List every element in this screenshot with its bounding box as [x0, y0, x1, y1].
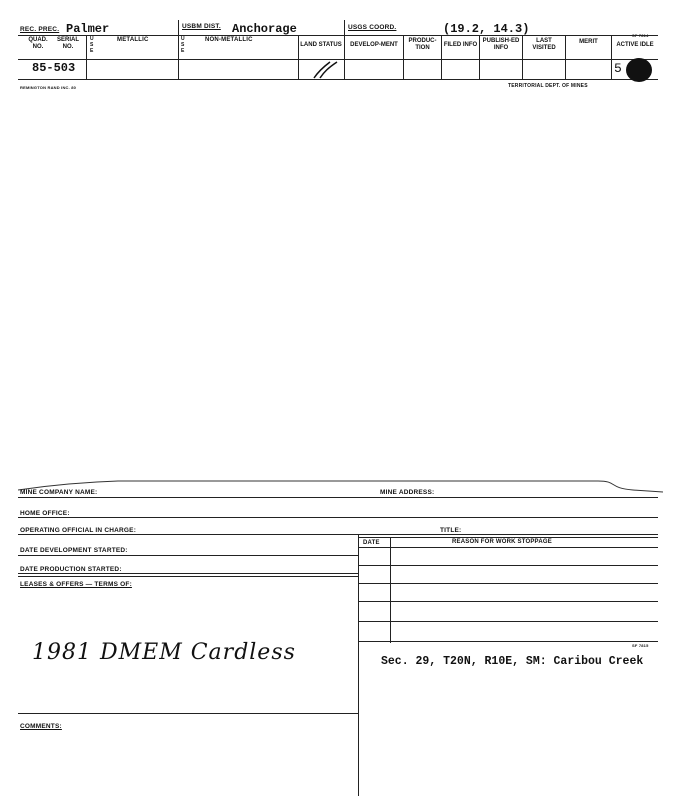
row-divider [358, 583, 658, 584]
serial-no-header: SERIAL NO. [56, 37, 79, 50]
row-divider [18, 35, 658, 36]
title-label: TITLE: [440, 527, 462, 534]
stoppage-reason-header: REASON FOR WORK STOPPAGE [452, 539, 552, 545]
stoppage-date-header: DATE [363, 540, 380, 546]
date-development-label: DATE DEVELOPMENT STARTED: [20, 547, 128, 554]
column-divider [86, 35, 87, 79]
usbm-dist-value: Anchorage [232, 22, 297, 36]
punch-hole-mark [626, 58, 652, 82]
rec-prec-value: Palmer [66, 22, 110, 36]
column-divider [441, 35, 442, 79]
quad-serial-header [20, 37, 86, 51]
column-divider [522, 35, 523, 79]
usgs-coord-label: USGS COORD. [348, 24, 397, 31]
development-header: DEVELOP-MENT [350, 41, 398, 48]
row-divider [18, 517, 658, 518]
row-divider [18, 573, 358, 574]
column-divider [479, 35, 480, 79]
last-visited-header: LAST VISITED [532, 38, 556, 51]
serial-value: 85-503 [32, 61, 76, 75]
land-status-header: LAND STATUS [300, 41, 342, 48]
non-metallic-header: NON-METALLIC [205, 37, 253, 43]
column-divider [358, 534, 359, 796]
column-divider [178, 20, 179, 79]
location-text: Sec. 29, T20N, R10E, SM: Caribou Creek [381, 655, 644, 668]
row-divider [18, 534, 658, 535]
printer-line: REMINGTON RAND INC. 80 [20, 85, 77, 90]
rec-prec-label: REC. PREC. [20, 26, 60, 33]
active-idle-mark: 5 [614, 61, 622, 76]
production-header: PRODUC-TION [408, 38, 437, 51]
card-edge-outline [18, 472, 663, 494]
row-divider [358, 641, 658, 642]
column-divider [403, 35, 404, 79]
row-divider [358, 565, 658, 566]
land-status-check-mark [310, 60, 340, 80]
handwritten-note: 1981 DMEM Cardless [32, 640, 296, 665]
comments-label: COMMENTS: [20, 723, 62, 730]
column-divider [390, 537, 391, 643]
column-divider [344, 20, 345, 79]
column-divider [565, 35, 566, 79]
column-divider [298, 35, 299, 79]
row-divider [18, 713, 358, 714]
row-divider [358, 537, 658, 538]
row-divider [358, 547, 658, 548]
quad-no-header: QUAD. NO. [28, 37, 48, 50]
operating-official-label: OPERATING OFFICIAL IN CHARGE: [20, 527, 137, 534]
usgs-coord-value: (19.2, 14.3) [443, 22, 530, 36]
column-divider [611, 35, 612, 79]
row-divider [18, 576, 358, 577]
mine-company-label: MINE COMPANY NAME: [20, 489, 98, 496]
leases-label: LEASES & OFFERS — TERMS OF: [20, 581, 132, 588]
mine-address-label: MINE ADDRESS: [380, 489, 435, 496]
row-divider [358, 621, 658, 622]
row-divider [18, 555, 358, 556]
usbm-dist-label: USBM DIST. [182, 23, 221, 30]
active-idle-header: ACTIVE IDLE [616, 41, 654, 48]
use-code-header: U S E [90, 36, 94, 54]
filed-info-header: FILED INFO [443, 41, 478, 48]
home-office-label: HOME OFFICE: [20, 510, 70, 517]
row-divider [18, 497, 658, 498]
merit-header: MERIT [579, 38, 598, 45]
form-number-bottom: SF 7815 [632, 643, 649, 648]
use-code-header-2: U S E [181, 36, 185, 54]
row-divider [358, 601, 658, 602]
date-production-label: DATE PRODUCTION STARTED: [20, 566, 122, 573]
published-info-header: PUBLISH-ED INFO [482, 38, 520, 51]
form-number: SF 7814 [632, 33, 649, 38]
territorial-line: TERRITORIAL DEPT. OF MINES [508, 83, 588, 89]
metallic-header: METALLIC [117, 37, 149, 43]
